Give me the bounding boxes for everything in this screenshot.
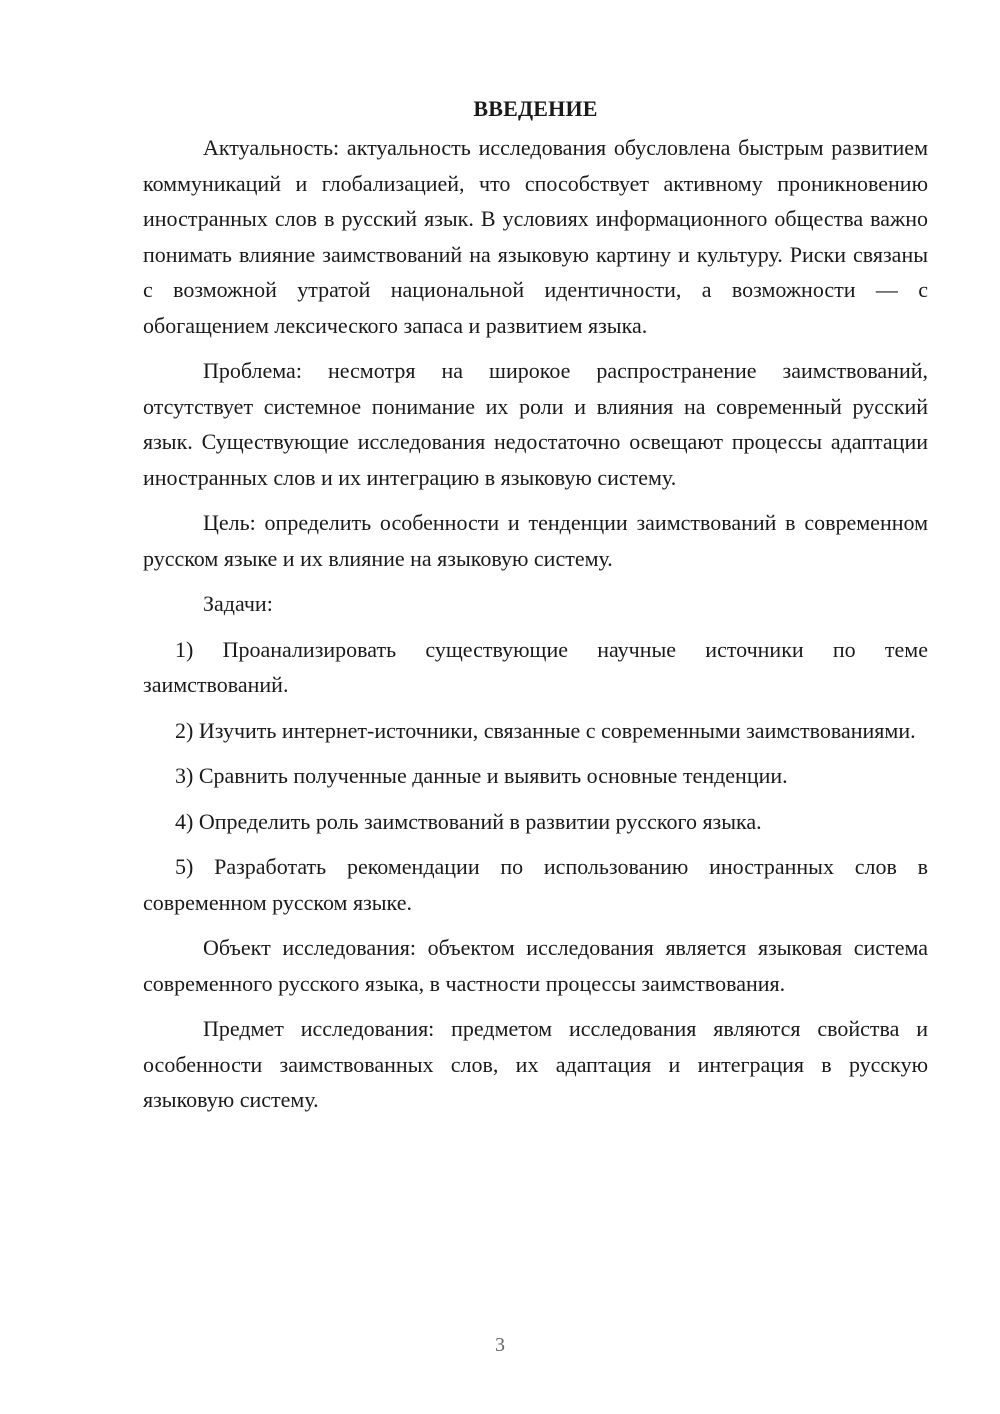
task-item-2: 2) Изучить интернет-источники, связанные с современными заимствованиями.: [175, 717, 916, 743]
task-item-3: 3) Сравнить полученные данные и выявить основные тенденции.: [175, 763, 788, 788]
page-title: ВВЕДЕНИЕ: [473, 96, 598, 121]
task-item-1: 1) Проанализировать существующие научные источники по теме заимствований.: [143, 636, 928, 697]
paragraph-problem: Проблема: несмотря на широкое распространение заимствований, отсутствует системное понимание их роли и влияния на современный русский язык. Существующие исследования недостаточно освещают процессы адаптации иностранных слов и их интеграцию в языковую систему.: [143, 358, 928, 490]
paragraph-subject: Предмет исследования: предметом исследования являются свойства и особенности заимствованных слов, их адаптация и интеграция в русскую языковую систему.: [143, 1016, 928, 1112]
document-page: [143, 92, 928, 1128]
paragraph-relevance: Актуальность: актуальность исследования обусловлена быстрым развитием коммуникаций и глобализацией, что способствует активному проникновению иностранных слов в русский язык. В условиях информационного общества важно понимать влияние заимствований на языковую картину и культуру. Риски связаны с возможной утратой национальной идентичности, а возможности — с обогащением лексического запаса и развитием языка.: [143, 135, 928, 338]
paragraph-goal: Цель: определить особенности и тенденции заимствований в современном русском языке и их влияние на языковую систему.: [143, 510, 928, 571]
paragraph-object: Объект исследования: объектом исследования является языковая система современного русского языка, в частности процессы заимствования.: [143, 935, 928, 996]
tasks-heading: Задачи:: [203, 591, 273, 616]
task-item-4: 4) Определить роль заимствований в развитии русского языка.: [175, 808, 762, 834]
page-number: 3: [495, 1334, 505, 1356]
task-item-5: 5) Разработать рекомендации по использованию иностранных слов в современном русском языке.: [143, 854, 928, 915]
